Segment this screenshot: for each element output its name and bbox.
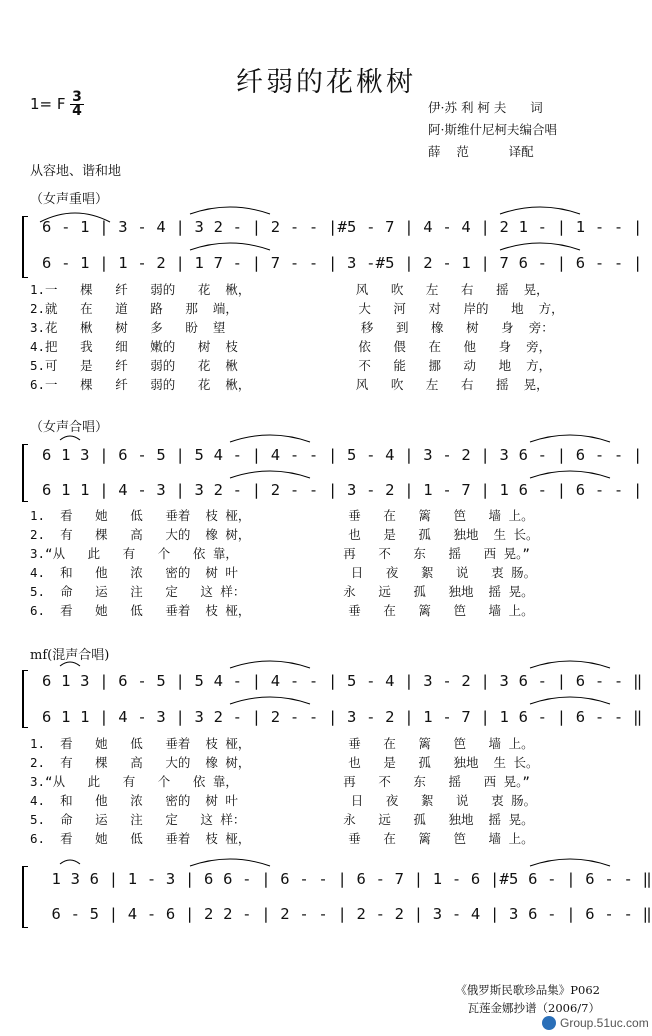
lyric-line: 4.把 我 细 嫩的 树 枝 依 偎 在 他 身 旁， <box>30 339 552 354</box>
song-title: 纤弱的花楸树 <box>236 67 416 98</box>
lyric-line: 2. 有 棵 高 大的 橡 树， 也 是 孤 独地 生 长。 <box>30 527 539 542</box>
lyric-line: 3.“从 此 有 个 依 靠， 再 不 东 摇 西 晃。” <box>30 774 530 789</box>
credit-translator: 薛 范 译配 <box>428 144 534 159</box>
footer-source: 《俄罗斯民歌珍品集》P062 <box>455 983 600 997</box>
key-signature: 1= F <box>30 95 66 113</box>
time-signature-bottom: 4 <box>70 104 84 118</box>
section-label-3: mf(混声合唱) <box>30 648 110 663</box>
lower-staff-4: 6 - 5 | 4 - 6 | 2 2 - | 2 - - | 2 - 2 | 3 - 4 | 3 6 - | 6 - - ‖ <box>42 905 652 923</box>
lyric-line: 3.“从 此 有 个 依 靠， 再 不 东 摇 西 晃。” <box>30 546 530 561</box>
lyric-line: 1. 看 她 低 垂着 枝 桠， 垂 在 篱 笆 墙 上。 <box>30 736 534 751</box>
lyric-line: 4. 和 他 浓 密的 树 叶 日 夜 絮 说 衷 肠。 <box>30 565 537 580</box>
lower-staff-1: 6 - 1 | 1 - 2 | 1 7 - | 7 - - | 3 -#5 | 2 - 1 | 7 6 - | 6 - - | <box>42 254 643 272</box>
lower-staff-3: 6 1 1 | 4 - 3 | 3 2 - | 2 - - | 3 - 2 | 1 - 7 | 1 6 - | 6 - - ‖ <box>42 708 643 726</box>
lyric-line: 6.一 棵 纤 弱的 花 楸， 风 吹 左 右 摇 晃， <box>30 377 549 392</box>
lyric-line: 4. 和 他 浓 密的 树 叶 日 夜 絮 说 衷 肠。 <box>30 793 537 808</box>
lyric-line: 1. 看 她 低 垂着 枝 桠， 垂 在 篱 笆 墙 上。 <box>30 508 534 523</box>
lyric-line: 2. 有 棵 高 大的 橡 树， 也 是 孤 独地 生 长。 <box>30 755 539 770</box>
lyric-line: 6. 看 她 低 垂着 枝 桠， 垂 在 篱 笆 墙 上。 <box>30 831 534 846</box>
lower-staff-2: 6 1 1 | 4 - 3 | 3 2 - | 2 - - | 3 - 2 | 1 - 7 | 1 6 - | 6 - - | <box>42 481 643 499</box>
upper-staff-2: 6 1 3 | 6 - 5 | 5 4 - | 4 - - | 5 - 4 | 3 - 2 | 3 6 - | 6 - - | <box>42 446 643 464</box>
lyric-line: 5. 命 运 注 定 这 样： 永 远 孤 独地 摇 晃。 <box>30 812 534 827</box>
upper-staff-3: 6 1 3 | 6 - 5 | 5 4 - | 4 - - | 5 - 4 | 3 - 2 | 3 6 - | 6 - - ‖ <box>42 672 643 690</box>
credit-arranger: 阿·斯维什尼柯夫编合唱 <box>428 122 557 137</box>
lyric-line: 1.一 棵 纤 弱的 花 楸， 风 吹 左 右 摇 晃， <box>30 282 549 297</box>
lyric-line: 3.花 楸 树 多 盼 望 移 到 橡 树 身 旁： <box>30 320 554 335</box>
footer-copyist: 瓦莲金娜抄谱（2006/7） <box>467 1001 600 1015</box>
upper-staff-1: 6 - 1 | 3 - 4 | 3 2 - | 2 - - |#5 - 7 | 4 - 4 | 2 1 - | 1 - - | <box>42 218 643 236</box>
credit-lyricist: 伊·苏 利 柯 夫 词 <box>428 100 543 115</box>
lyric-line: 5.可 是 纤 弱的 花 楸 不 能 挪 动 地 方， <box>30 358 552 373</box>
lyric-line: 5. 命 运 注 定 这 样： 永 远 孤 独地 摇 晃。 <box>30 584 534 599</box>
upper-staff-4: 1 3 6 | 1 - 3 | 6 6 - | 6 - - | 6 - 7 | 1 - 6 |#5 6 - | 6 - - ‖ <box>42 870 652 888</box>
lyric-line: 6. 看 她 低 垂着 枝 桠， 垂 在 篱 笆 墙 上。 <box>30 603 534 618</box>
tempo-marking: 从容地、谐和地 <box>30 164 122 179</box>
watermark-text: Group.51uc.com <box>560 1016 649 1030</box>
watermark-logo-icon <box>542 1016 556 1030</box>
section-label-1: （女声重唱） <box>30 192 109 207</box>
time-signature-top: 3 <box>72 89 82 105</box>
lyric-line: 2.就 在 道 路 那 端， 大 河 对 岸的 地 方， <box>30 301 564 316</box>
section-label-2: （女声合唱） <box>30 420 109 435</box>
